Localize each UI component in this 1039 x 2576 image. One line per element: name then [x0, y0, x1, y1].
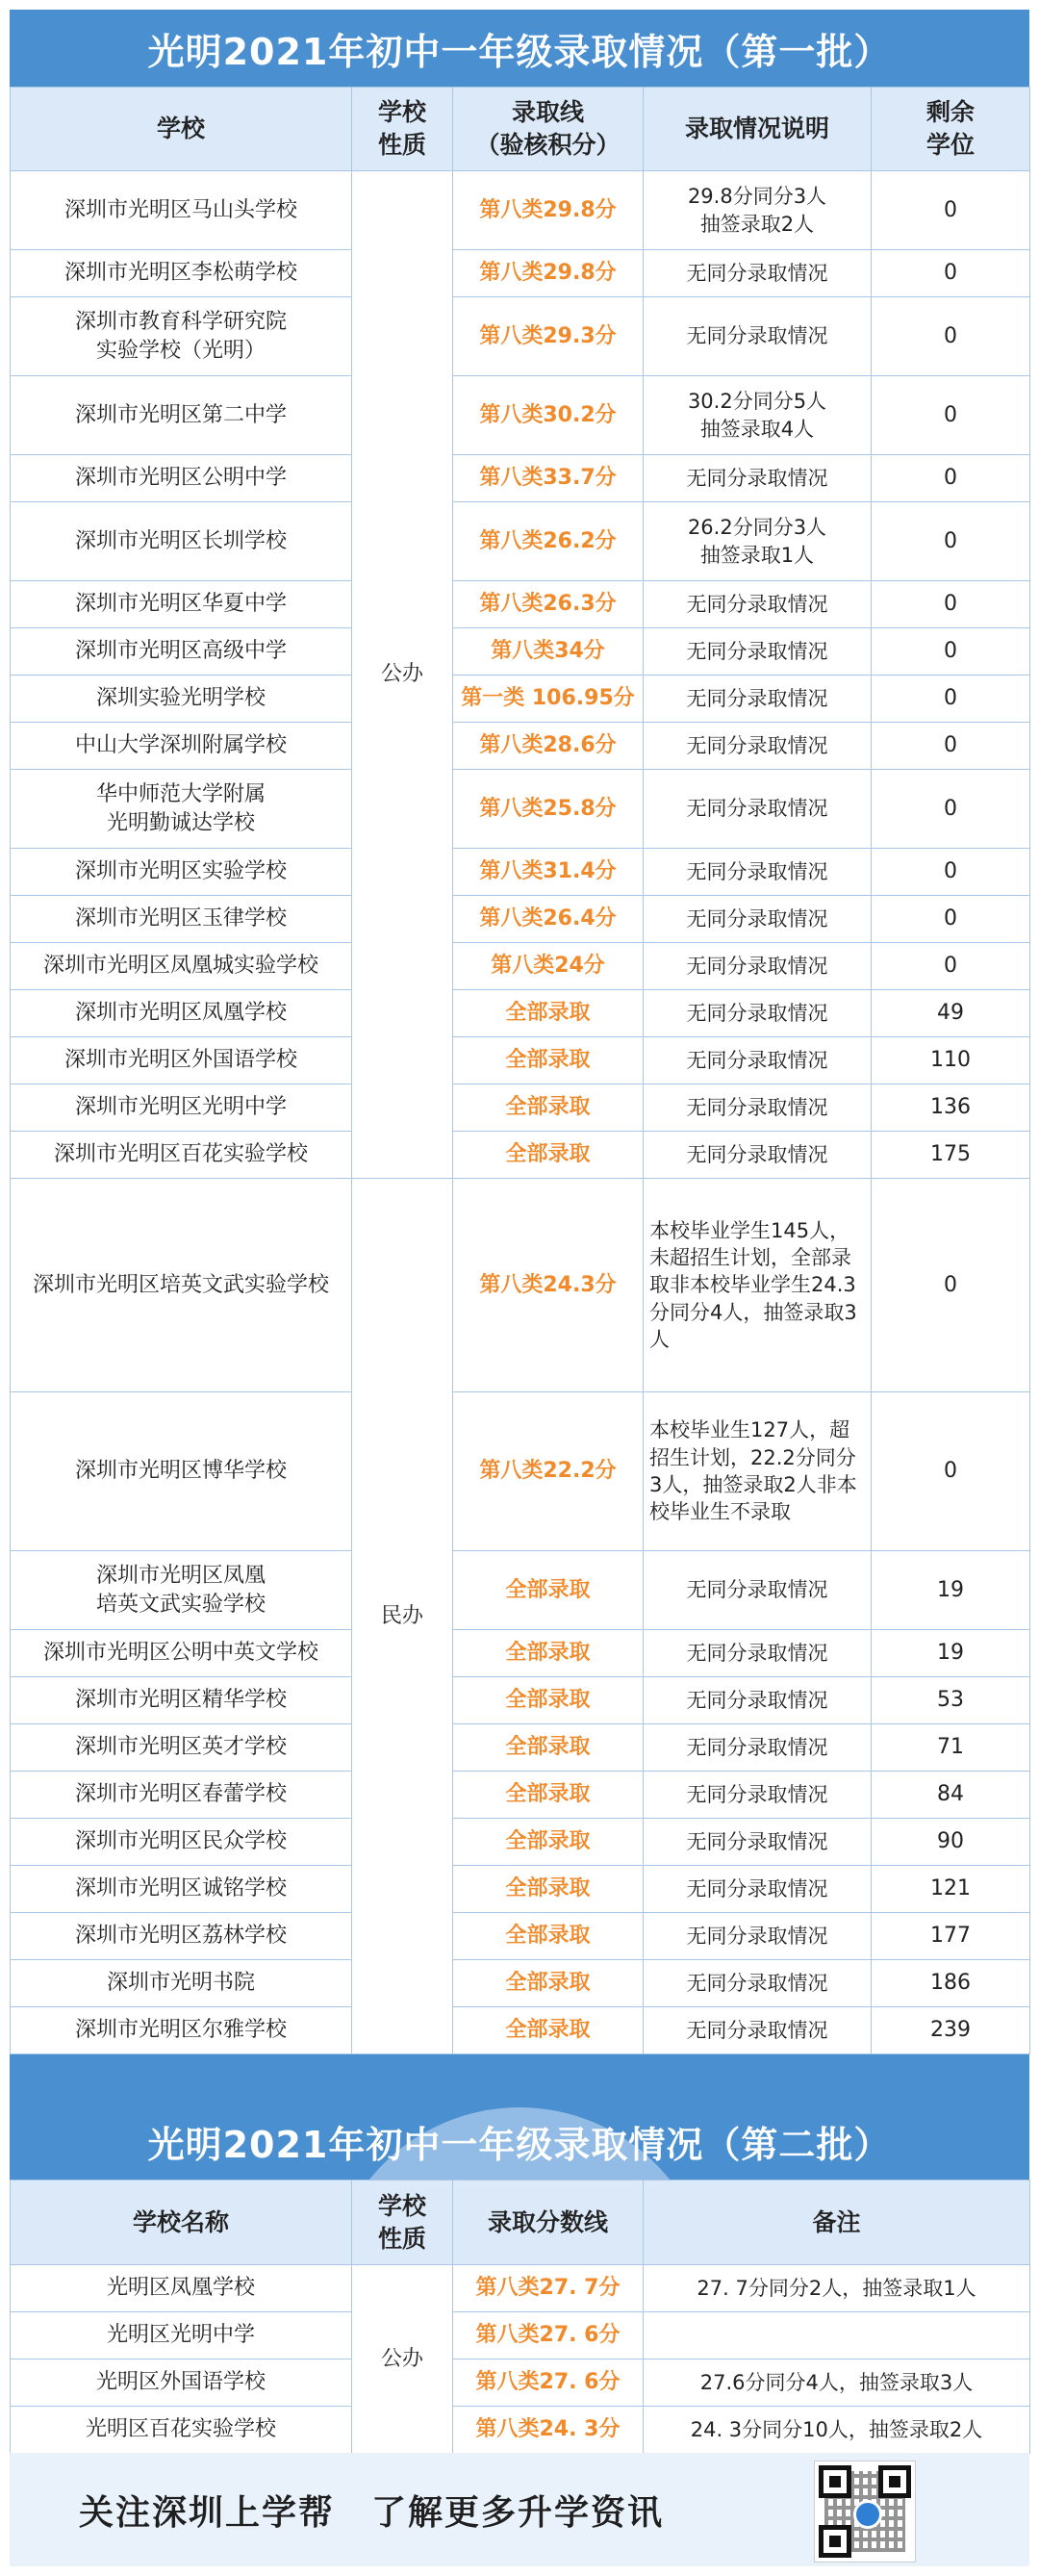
- admission-line-cell: 第八类24. 3分: [453, 2407, 644, 2454]
- admission-line-cell: 第八类26.3分: [453, 581, 644, 628]
- school-name-cell: 深圳市光明区英才学校: [11, 1724, 352, 1772]
- admission-line-cell: 全部录取: [453, 1132, 644, 1179]
- school-name-cell: 深圳市光明区马山头学校: [11, 171, 352, 250]
- admission-note-cell: 无同分录取情况: [644, 896, 872, 943]
- header-school: 学校: [11, 88, 352, 171]
- table-row: [11, 2312, 1030, 2359]
- school-name-cell: 深圳市光明区公明中学: [11, 455, 352, 502]
- header-type: 学校 性质: [352, 2181, 453, 2265]
- school-name-cell: 光明区凤凰学校: [11, 2265, 352, 2312]
- remark-cell: [644, 2312, 1030, 2359]
- header-note: 录取情况说明: [644, 88, 872, 171]
- school-name-cell: 深圳实验光明学校: [11, 676, 352, 723]
- admission-note-cell: 无同分录取情况: [644, 1913, 872, 1960]
- admission-line-cell: 第八类24分: [453, 943, 644, 990]
- table-row: [11, 723, 1030, 770]
- school-name-cell: 华中师范大学附属 光明勤诚达学校: [11, 770, 352, 849]
- table-row: [11, 2359, 1030, 2407]
- admission-note-cell: 26.2分同分3人 抽签录取1人: [644, 502, 872, 581]
- remaining-seats-cell: 49: [872, 990, 1030, 1037]
- admission-line-cell: 全部录取: [453, 1819, 644, 1866]
- remaining-seats-cell: 0: [872, 676, 1030, 723]
- school-name-cell: 深圳市教育科学研究院 实验学校（光明）: [11, 297, 352, 376]
- admission-line-cell: 第八类26.4分: [453, 896, 644, 943]
- school-name-cell: 深圳市光明区李松萌学校: [11, 250, 352, 297]
- admission-line-cell: 全部录取: [453, 1866, 644, 1913]
- remaining-seats-cell: 71: [872, 1724, 1030, 1772]
- school-name-cell: 深圳市光明区尔雅学校: [11, 2007, 352, 2054]
- admission-line-cell: 全部录取: [453, 1913, 644, 1960]
- admission-note-cell: 无同分录取情况: [644, 250, 872, 297]
- school-name-cell: 深圳市光明区第二中学: [11, 376, 352, 455]
- school-name-cell: 深圳市光明区高级中学: [11, 628, 352, 676]
- admission-line-cell: 第八类25.8分: [453, 770, 644, 849]
- school-name-cell: 深圳市光明区公明中英文学校: [11, 1630, 352, 1677]
- table-row: [11, 1084, 1030, 1132]
- table-row: [11, 1630, 1030, 1677]
- admission-line-cell: 第八类28.6分: [453, 723, 644, 770]
- admission-line-cell: 第一类 106.95分: [453, 676, 644, 723]
- remaining-seats-cell: 0: [872, 943, 1030, 990]
- admission-line-cell: 第八类22.2分: [453, 1392, 644, 1551]
- remaining-seats-cell: 19: [872, 1630, 1030, 1677]
- table-row: [11, 581, 1030, 628]
- school-name-cell: 深圳市光明区精华学校: [11, 1677, 352, 1724]
- school-name-cell: 深圳市光明区博华学校: [11, 1392, 352, 1551]
- admission-note-cell: 无同分录取情况: [644, 297, 872, 376]
- admission-line-cell: 第八类29.8分: [453, 250, 644, 297]
- admission-line-cell: 全部录取: [453, 1724, 644, 1772]
- admission-line-cell: 第八类34分: [453, 628, 644, 676]
- remaining-seats-cell: 0: [872, 1392, 1030, 1551]
- table-row: [11, 676, 1030, 723]
- remaining-seats-cell: 90: [872, 1819, 1030, 1866]
- school-name-cell: 光明区外国语学校: [11, 2359, 352, 2407]
- table-row: [11, 1551, 1030, 1630]
- school-name-cell: 深圳市光明书院: [11, 1960, 352, 2007]
- header-school: 学校名称: [11, 2181, 352, 2265]
- school-type-cell: 公办: [352, 171, 453, 1179]
- admission-note-cell: 无同分录取情况: [644, 723, 872, 770]
- remaining-seats-cell: 0: [872, 376, 1030, 455]
- admission-line-cell: 第八类30.2分: [453, 376, 644, 455]
- admission-line-cell: 全部录取: [453, 1084, 644, 1132]
- table-row: [11, 849, 1030, 896]
- remaining-seats-cell: 53: [872, 1677, 1030, 1724]
- table-row: [11, 1132, 1030, 1179]
- admission-note-cell: 29.8分同分3人 抽签录取2人: [644, 171, 872, 250]
- remaining-seats-cell: 239: [872, 2007, 1030, 2054]
- table-row: [11, 1677, 1030, 1724]
- table-row: [11, 1819, 1030, 1866]
- header-type: 学校 性质: [352, 88, 453, 171]
- header-line: 录取分数线: [453, 2181, 644, 2265]
- school-name-cell: 深圳市光明区华夏中学: [11, 581, 352, 628]
- table-header-row: [11, 88, 1030, 171]
- admission-note-cell: 无同分录取情况: [644, 943, 872, 990]
- admission-line-cell: 第八类27. 6分: [453, 2359, 644, 2407]
- admission-note-cell: 无同分录取情况: [644, 1772, 872, 1819]
- remaining-seats-cell: 186: [872, 1960, 1030, 2007]
- remaining-seats-cell: 0: [872, 849, 1030, 896]
- table-row: [11, 1724, 1030, 1772]
- school-type-cell: 民办: [352, 1179, 453, 2054]
- remaining-seats-cell: 0: [872, 723, 1030, 770]
- batch2-table: [10, 2180, 1030, 2454]
- table-row: [11, 1772, 1030, 1819]
- qr-code-icon: [814, 2461, 916, 2563]
- table-row: [11, 1037, 1030, 1084]
- table-row: [11, 1960, 1030, 2007]
- school-name-cell: 深圳市光明区凤凰城实验学校: [11, 943, 352, 990]
- admission-note-cell: 无同分录取情况: [644, 990, 872, 1037]
- school-type-cell: 公办: [352, 2265, 453, 2454]
- batch1-title: 光明2021年初中一年级录取情况（第一批）: [147, 30, 892, 73]
- remaining-seats-cell: 0: [872, 171, 1030, 250]
- admission-note-cell: 无同分录取情况: [644, 2007, 872, 2054]
- school-name-cell: 深圳市光明区实验学校: [11, 849, 352, 896]
- school-name-cell: 深圳市光明区培英文武实验学校: [11, 1179, 352, 1392]
- admission-line-cell: 第八类27. 6分: [453, 2312, 644, 2359]
- batch1-table: [10, 87, 1030, 2054]
- school-name-cell: 光明区百花实验学校: [11, 2407, 352, 2454]
- table-row: [11, 1913, 1030, 1960]
- footer-bar: [10, 2453, 1029, 2566]
- table-row: [11, 990, 1030, 1037]
- admission-note-cell: 无同分录取情况: [644, 1037, 872, 1084]
- remaining-seats-cell: 175: [872, 1132, 1030, 1179]
- admission-line-cell: 全部录取: [453, 1551, 644, 1630]
- school-name-cell: 深圳市光明区光明中学: [11, 1084, 352, 1132]
- admission-note-cell: 无同分录取情况: [644, 581, 872, 628]
- admission-note-cell: 无同分录取情况: [644, 1819, 872, 1866]
- table-row: [11, 171, 1030, 250]
- admission-line-cell: 全部录取: [453, 1772, 644, 1819]
- school-name-cell: 光明区光明中学: [11, 2312, 352, 2359]
- school-name-cell: 深圳市光明区春蕾学校: [11, 1772, 352, 1819]
- page-background: [10, 10, 1029, 2566]
- header-remain: 剩余 学位: [872, 88, 1030, 171]
- school-name-cell: 深圳市光明区外国语学校: [11, 1037, 352, 1084]
- school-name-cell: 深圳市光明区凤凰学校: [11, 990, 352, 1037]
- remark-cell: 27.6分同分4人，抽签录取3人: [644, 2359, 1030, 2407]
- admission-line-cell: 第八类29.8分: [453, 171, 644, 250]
- table-row: [11, 376, 1030, 455]
- admission-line-cell: 第八类29.3分: [453, 297, 644, 376]
- admission-note-cell: 无同分录取情况: [644, 1724, 872, 1772]
- remaining-seats-cell: 0: [872, 581, 1030, 628]
- admission-note-cell: 无同分录取情况: [644, 676, 872, 723]
- admission-line-cell: 第八类33.7分: [453, 455, 644, 502]
- remark-cell: 27. 7分同分2人，抽签录取1人: [644, 2265, 1030, 2312]
- remaining-seats-cell: 121: [872, 1866, 1030, 1913]
- admission-line-cell: 第八类26.2分: [453, 502, 644, 581]
- admission-line-cell: 第八类31.4分: [453, 849, 644, 896]
- admission-line-cell: 全部录取: [453, 1677, 644, 1724]
- school-name-cell: 深圳市光明区百花实验学校: [11, 1132, 352, 1179]
- remaining-seats-cell: 136: [872, 1084, 1030, 1132]
- admission-note-cell: 无同分录取情况: [644, 1677, 872, 1724]
- admission-note-cell: 无同分录取情况: [644, 1630, 872, 1677]
- remaining-seats-cell: 0: [872, 628, 1030, 676]
- table-row: [11, 943, 1030, 990]
- table-row: [11, 1866, 1030, 1913]
- school-name-cell: 深圳市光明区凤凰 培英文武实验学校: [11, 1551, 352, 1630]
- header-note: 备注: [644, 2181, 1030, 2265]
- admission-note-cell: 30.2分同分5人 抽签录取4人: [644, 376, 872, 455]
- admission-note-cell: 无同分录取情况: [644, 1132, 872, 1179]
- admission-line-cell: 第八类27. 7分: [453, 2265, 644, 2312]
- table-header-row: [11, 2181, 1030, 2265]
- admission-note-cell: 无同分录取情况: [644, 1960, 872, 2007]
- admission-line-cell: 第八类24.3分: [453, 1179, 644, 1392]
- admission-note-cell: 本校毕业学生145人，未超招生计划，全部录取非本校毕业学生24.3分同分4人，抽签录取3人: [644, 1179, 872, 1392]
- school-name-cell: 深圳市光明区诚铭学校: [11, 1866, 352, 1913]
- school-name-cell: 中山大学深圳附属学校: [11, 723, 352, 770]
- remark-cell: 24. 3分同分10人，抽签录取2人: [644, 2407, 1030, 2454]
- admission-note-cell: 本校毕业生127人，超招生计划，22.2分同分3人，抽签录取2人非本校毕业生不录取: [644, 1392, 872, 1551]
- table-row: [11, 1179, 1030, 1392]
- table-row: [11, 297, 1030, 376]
- admission-note-cell: 无同分录取情况: [644, 849, 872, 896]
- admission-line-cell: 全部录取: [453, 1630, 644, 1677]
- table-row: [11, 250, 1030, 297]
- table-row: [11, 896, 1030, 943]
- remaining-seats-cell: 0: [872, 770, 1030, 849]
- remaining-seats-cell: 110: [872, 1037, 1030, 1084]
- remaining-seats-cell: 19: [872, 1551, 1030, 1630]
- school-name-cell: 深圳市光明区民众学校: [11, 1819, 352, 1866]
- table-row: [11, 2407, 1030, 2454]
- table-row: [11, 455, 1030, 502]
- remaining-seats-cell: 0: [872, 502, 1030, 581]
- table-row: [11, 628, 1030, 676]
- admission-note-cell: 无同分录取情况: [644, 455, 872, 502]
- admission-note-cell: 无同分录取情况: [644, 1866, 872, 1913]
- remaining-seats-cell: 0: [872, 455, 1030, 502]
- admission-line-cell: 全部录取: [453, 2007, 644, 2054]
- remaining-seats-cell: 177: [872, 1913, 1030, 1960]
- table-row: [11, 2007, 1030, 2054]
- school-name-cell: 深圳市光明区玉律学校: [11, 896, 352, 943]
- footer-text: 关注深圳上学帮 了解更多升学资讯: [79, 2492, 665, 2533]
- admission-note-cell: 无同分录取情况: [644, 628, 872, 676]
- admission-note-cell: 无同分录取情况: [644, 1551, 872, 1630]
- remaining-seats-cell: 0: [872, 896, 1030, 943]
- admission-line-cell: 全部录取: [453, 1960, 644, 2007]
- school-name-cell: 深圳市光明区长圳学校: [11, 502, 352, 581]
- remaining-seats-cell: 0: [872, 1179, 1030, 1392]
- remaining-seats-cell: 84: [872, 1772, 1030, 1819]
- header-line: 录取线 （验核积分）: [453, 88, 644, 171]
- table-row: [11, 1392, 1030, 1551]
- table-row: [11, 502, 1030, 581]
- table-row: [11, 770, 1030, 849]
- school-name-cell: 深圳市光明区荔林学校: [11, 1913, 352, 1960]
- remaining-seats-cell: 0: [872, 250, 1030, 297]
- table-row: [11, 2265, 1030, 2312]
- batch2-title: 光明2021年初中一年级录取情况（第二批）: [147, 2123, 892, 2166]
- admission-line-cell: 全部录取: [453, 1037, 644, 1084]
- admission-line-cell: 全部录取: [453, 990, 644, 1037]
- remaining-seats-cell: 0: [872, 297, 1030, 376]
- admission-note-cell: 无同分录取情况: [644, 1084, 872, 1132]
- admission-note-cell: 无同分录取情况: [644, 770, 872, 849]
